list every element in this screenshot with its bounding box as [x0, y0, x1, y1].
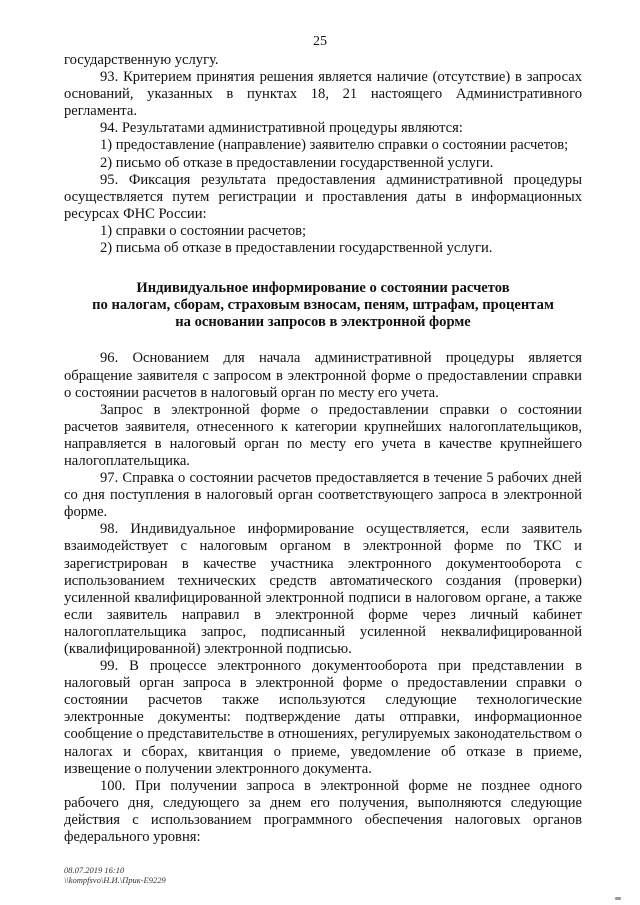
document-body	[64, 52, 582, 846]
paragraph-99: 99. В процессе электронного документооборота при представлении в налоговый орган запроса в электронной форме о предоставлении справки о состоянии расчетов также используются следующие технологические электронные документы: подтверждение даты отправки, информационное сообщение о представительстве в отношениях, регулируемых законодательством о налогах и сборах, квитанция о приеме, уведомление об отказе в приеме, извещение о получении электронного документа.	[64, 658, 582, 777]
paragraph-95: 95. Фиксация результата предоставления административной процедуры осуществляется путем регистрации и проставления даты в информационных ресурсах ФНС России:	[64, 171, 582, 222]
paragraph-96-request: Запрос в электронной форме о предоставлении справки о состоянии расчетов заявителя, отнесенного к категории крупнейших налогоплательщиков, направляется в налоговый орган по месту его учета в качестве крупнейшего налогоплательщика.	[64, 401, 582, 469]
document-footer	[64, 865, 166, 885]
section-heading-line-2: по налогам, сборам, страховым взносам, пеням, штрафам, процентам	[92, 297, 554, 314]
page-number: 25	[313, 34, 327, 49]
list-item-94-2: 2) письмо об отказе в предоставлении государственной услуги.	[100, 154, 494, 171]
list-item-95-2: 2) письма об отказе в предоставлении государственной услуги.	[100, 240, 493, 257]
paragraph-93: 93. Критерием принятия решения является наличие (отсутствие) в запросах оснований, указанных в пунктах 18, 21 настоящего Административного регламента.	[64, 69, 582, 120]
paragraph-98: 98. Индивидуальное информирование осуществляется, если заявитель взаимодействует с налоговым органом в электронной форме по ТКС и зарегистрирован в качестве участника электронного документооборота с использованием технических средств автоматического создания (проверки) усиленной квалифицированной электронной подписи в налоговом органе, а также если заявитель направил в электронной форме через личный кабинет налогоплательщика запрос, подписанный усиленной неквалифицированной (квалифицированной) электронной подписью.	[64, 521, 582, 657]
scan-mark	[615, 897, 621, 900]
list-item-94-1: 1) предоставление (направление) заявителю справки о состоянии расчетов;	[100, 137, 569, 154]
paragraph-96: 96. Основанием для начала административной процедуры является обращение заявителя с запросом в электронной форме о предоставлении справки о состоянии расчетов в налоговый орган по месту его учета.	[64, 350, 582, 401]
section-heading-line-1: Индивидуальное информирование о состоянии расчетов	[136, 280, 510, 297]
section-heading-line-3: на основании запросов в электронной форме	[175, 314, 471, 331]
section-heading	[64, 280, 582, 331]
paragraph-100: 100. При получении запроса в электронной форме не позднее одного рабочего дня, следующего за днем его получения, выполняются следующие действия с использованием программного обеспечения налоговых органов федерального уровня:	[64, 777, 582, 846]
list-item-95-1: 1) справки о состоянии расчетов;	[100, 222, 307, 239]
footer-timestamp: 08.07.2019 16:10	[64, 865, 125, 875]
paragraph-97: 97. Справка о состоянии расчетов предоставляется в течение 5 рабочих дней со дня поступления в налоговый орган соответствующего запроса в электронной форме.	[64, 470, 582, 521]
paragraph-94: 94. Результатами административной процедуры являются:	[100, 120, 463, 137]
paragraph-continuation: государственную услугу.	[64, 52, 219, 68]
footer-file-path: \\kompfsvo\Н.И.\Прик-Е9229	[64, 875, 166, 885]
